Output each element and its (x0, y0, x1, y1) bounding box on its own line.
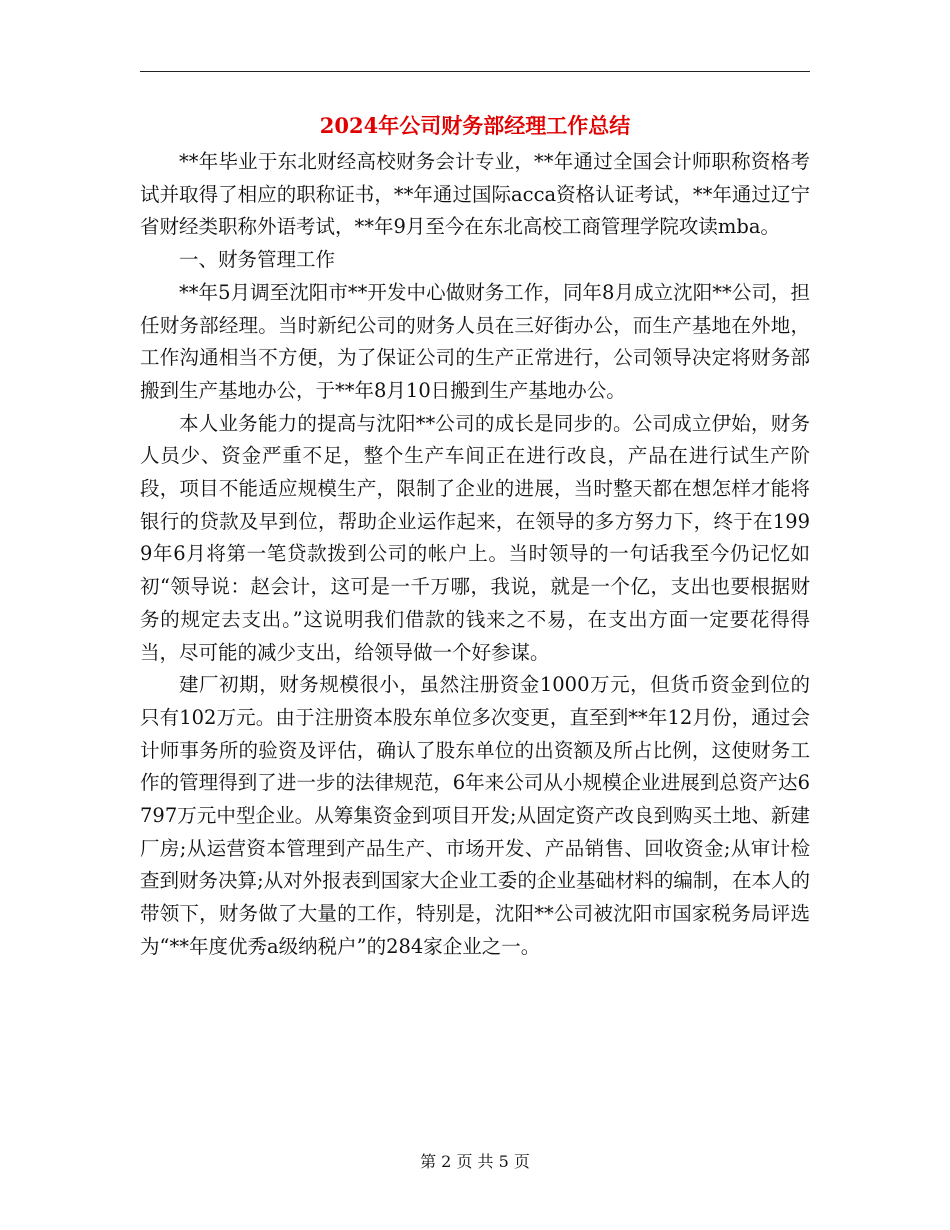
header-rule (140, 71, 810, 72)
paragraph-transfer: **年5月调至沈阳市**开发中心做财务工作，同年8月成立沈阳**公司，担任财务部经理。当时新纪公司的财务人员在三好街办公，而生产基地在外地，工作沟通相当不方便，为了保证公司的生产正常进行，公司领导决定将财务部搬到生产基地办公，于**年8月10日搬到生产基地办公。 (140, 280, 810, 402)
paragraph-growth: 本人业务能力的提高与沈阳**公司的成长是同步的。公司成立伊始，财务人员少、资金严重不足，整个生产车间正在进行改良，产品在进行试生产阶段，项目不能适应规模生产，限制了企业的进展，当时整天都在想怎样才能将银行的贷款及早到位，帮助企业运作起来，在领导的多方努力下，终于在1999年6月将第一笔贷款拨到公司的帐户上。当时领导的一句话我至今仍记忆如初“领导说：赵会计，这可是一千万哪，我说，就是一个亿，支出也要根据财务的规定去支出。”这说明我们借款的钱来之不易，在支出方面一定要花得得当，尽可能的减少支出，给领导做一个好参谋。 (140, 411, 810, 664)
document-title: 2024年公司财务部经理工作总结 (319, 113, 631, 138)
paragraph-intro: **年毕业于东北财经高校财务会计专业，**年通过全国会计师职称资格考试并取得了相应的职称证书，**年通过国际acca资格认证考试，**年通过辽宁省财经类职称外语考试，**年9月至今在东北高校工商管理学院攻读mba。 (140, 150, 810, 239)
document-body (140, 146, 810, 964)
section-heading: 一、财务管理工作 (179, 248, 336, 272)
paragraph-early-stage: 建厂初期，财务规模很小，虽然注册资金1000万元，但货币资金到位的只有102万元。由于注册资本股东单位多次变更，直至到**年12月份，通过会计师事务所的验资及评估，确认了股东单位的出资额及所占比例，这使财务工作的管理得到了进一步的法律规范，6年来公司从小规模企业进展到总资产达6797万元中型企业。从筹集资金到项目开发;从固定资产改良到购买土地、新建厂房;从运营资本管理到产品生产、市场开发、产品销售、回收资金;从审计检查到财务决算;从对外报表到国家大企业工委的企业基础材料的编制，在本人的带领下，财务做了大量的工作，特别是，沈阳**公司被沈阳市国家税务局评选为“**年度优秀a级纳税户”的284家企业之一。 (140, 673, 810, 958)
page-number-footer: 第 2 页 共 5 页 (420, 1152, 530, 1171)
